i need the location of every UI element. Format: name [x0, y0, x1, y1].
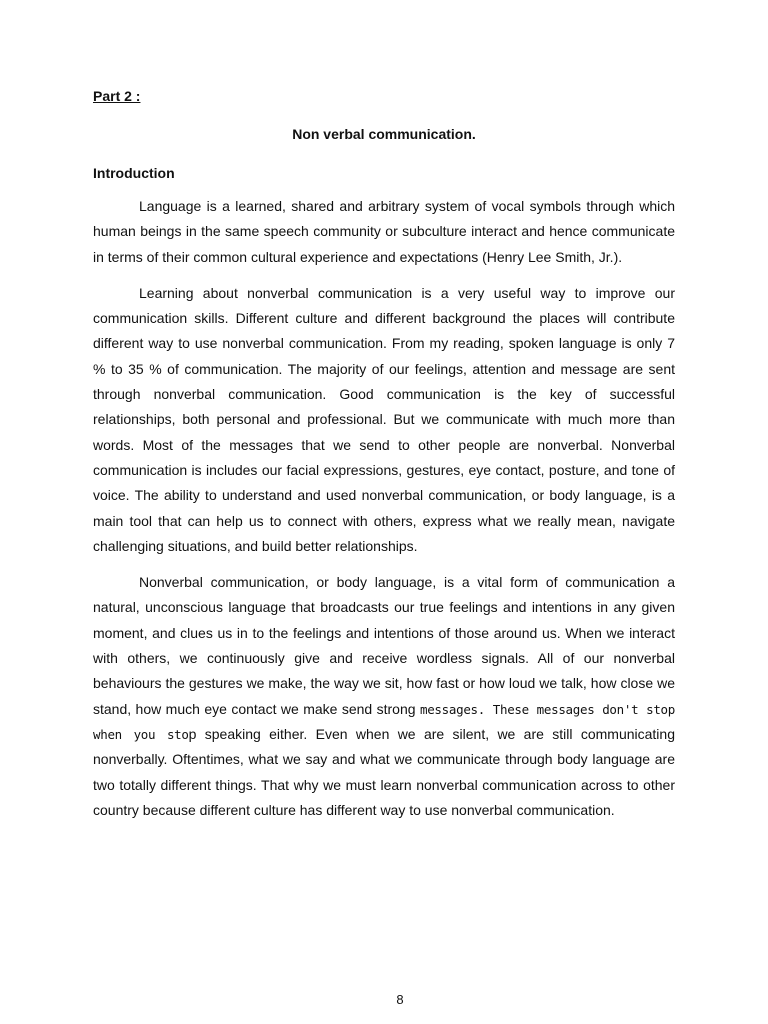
paragraph-2: Learning about nonverbal communication is a very useful way to improve our communication skills. Different culture and different background the places will contribute different way to use nonverbal communication. From my reading, spoken language is only 7 % to 35 % of communication. The majority of our feelings, attention and message are sent through nonverbal communication. Good communication is the key of successful relationships, both personal and professional. But we communicate with much more than words. Most of the messages that we send to other people are nonverbal. Nonverbal communication is includes our facial expressions, gestures, eye contact, posture, and tone of voice. The ability to understand and used nonverbal communication, or body language, is a main tool that can help us to connect with others, express what we really mean, navigate challenging situations, and build better relationships.: [93, 284, 675, 554]
page-content: [93, 86, 675, 823]
document-title: Non verbal communication.: [292, 126, 476, 142]
paragraph-3: [93, 570, 675, 823]
section-heading: Introduction: [93, 165, 175, 181]
paragraph-3-monospace-run: messages. These messages don't stop when you sto: [93, 701, 675, 742]
paragraph-3-text-end: p speaking either. Even when we are silent, we are still communicating nonverbally. Oftentimes, what we say and what we communicate through body language are two totally different things. That why we must learn nonverbal communication across to other country because different culture has different way to use nonverbal communication.: [93, 725, 675, 818]
paragraph-1: Language is a learned, shared and arbitrary system of vocal symbols through which human beings in the same speech community or subculture interact and hence communicate in terms of their common cultural experience and expectations (Henry Lee Smith, Jr.).: [93, 198, 675, 265]
part-label: Part 2 :: [93, 88, 141, 104]
page-number: 8: [396, 992, 404, 1007]
paragraph-3-text-start: Nonverbal communication, or body language, is a vital form of communication a natural, unconscious language that broadcasts our true feelings and intentions in any given moment, and clues us in to the feelings and intentions of those around us. When we interact with others, we continuously give and receive wordless signals. All of our nonverbal behaviours the gestures we make, the way we sit, how fast or how loud we talk, how close we stand, how much eye contact we make send strong: [93, 574, 675, 717]
